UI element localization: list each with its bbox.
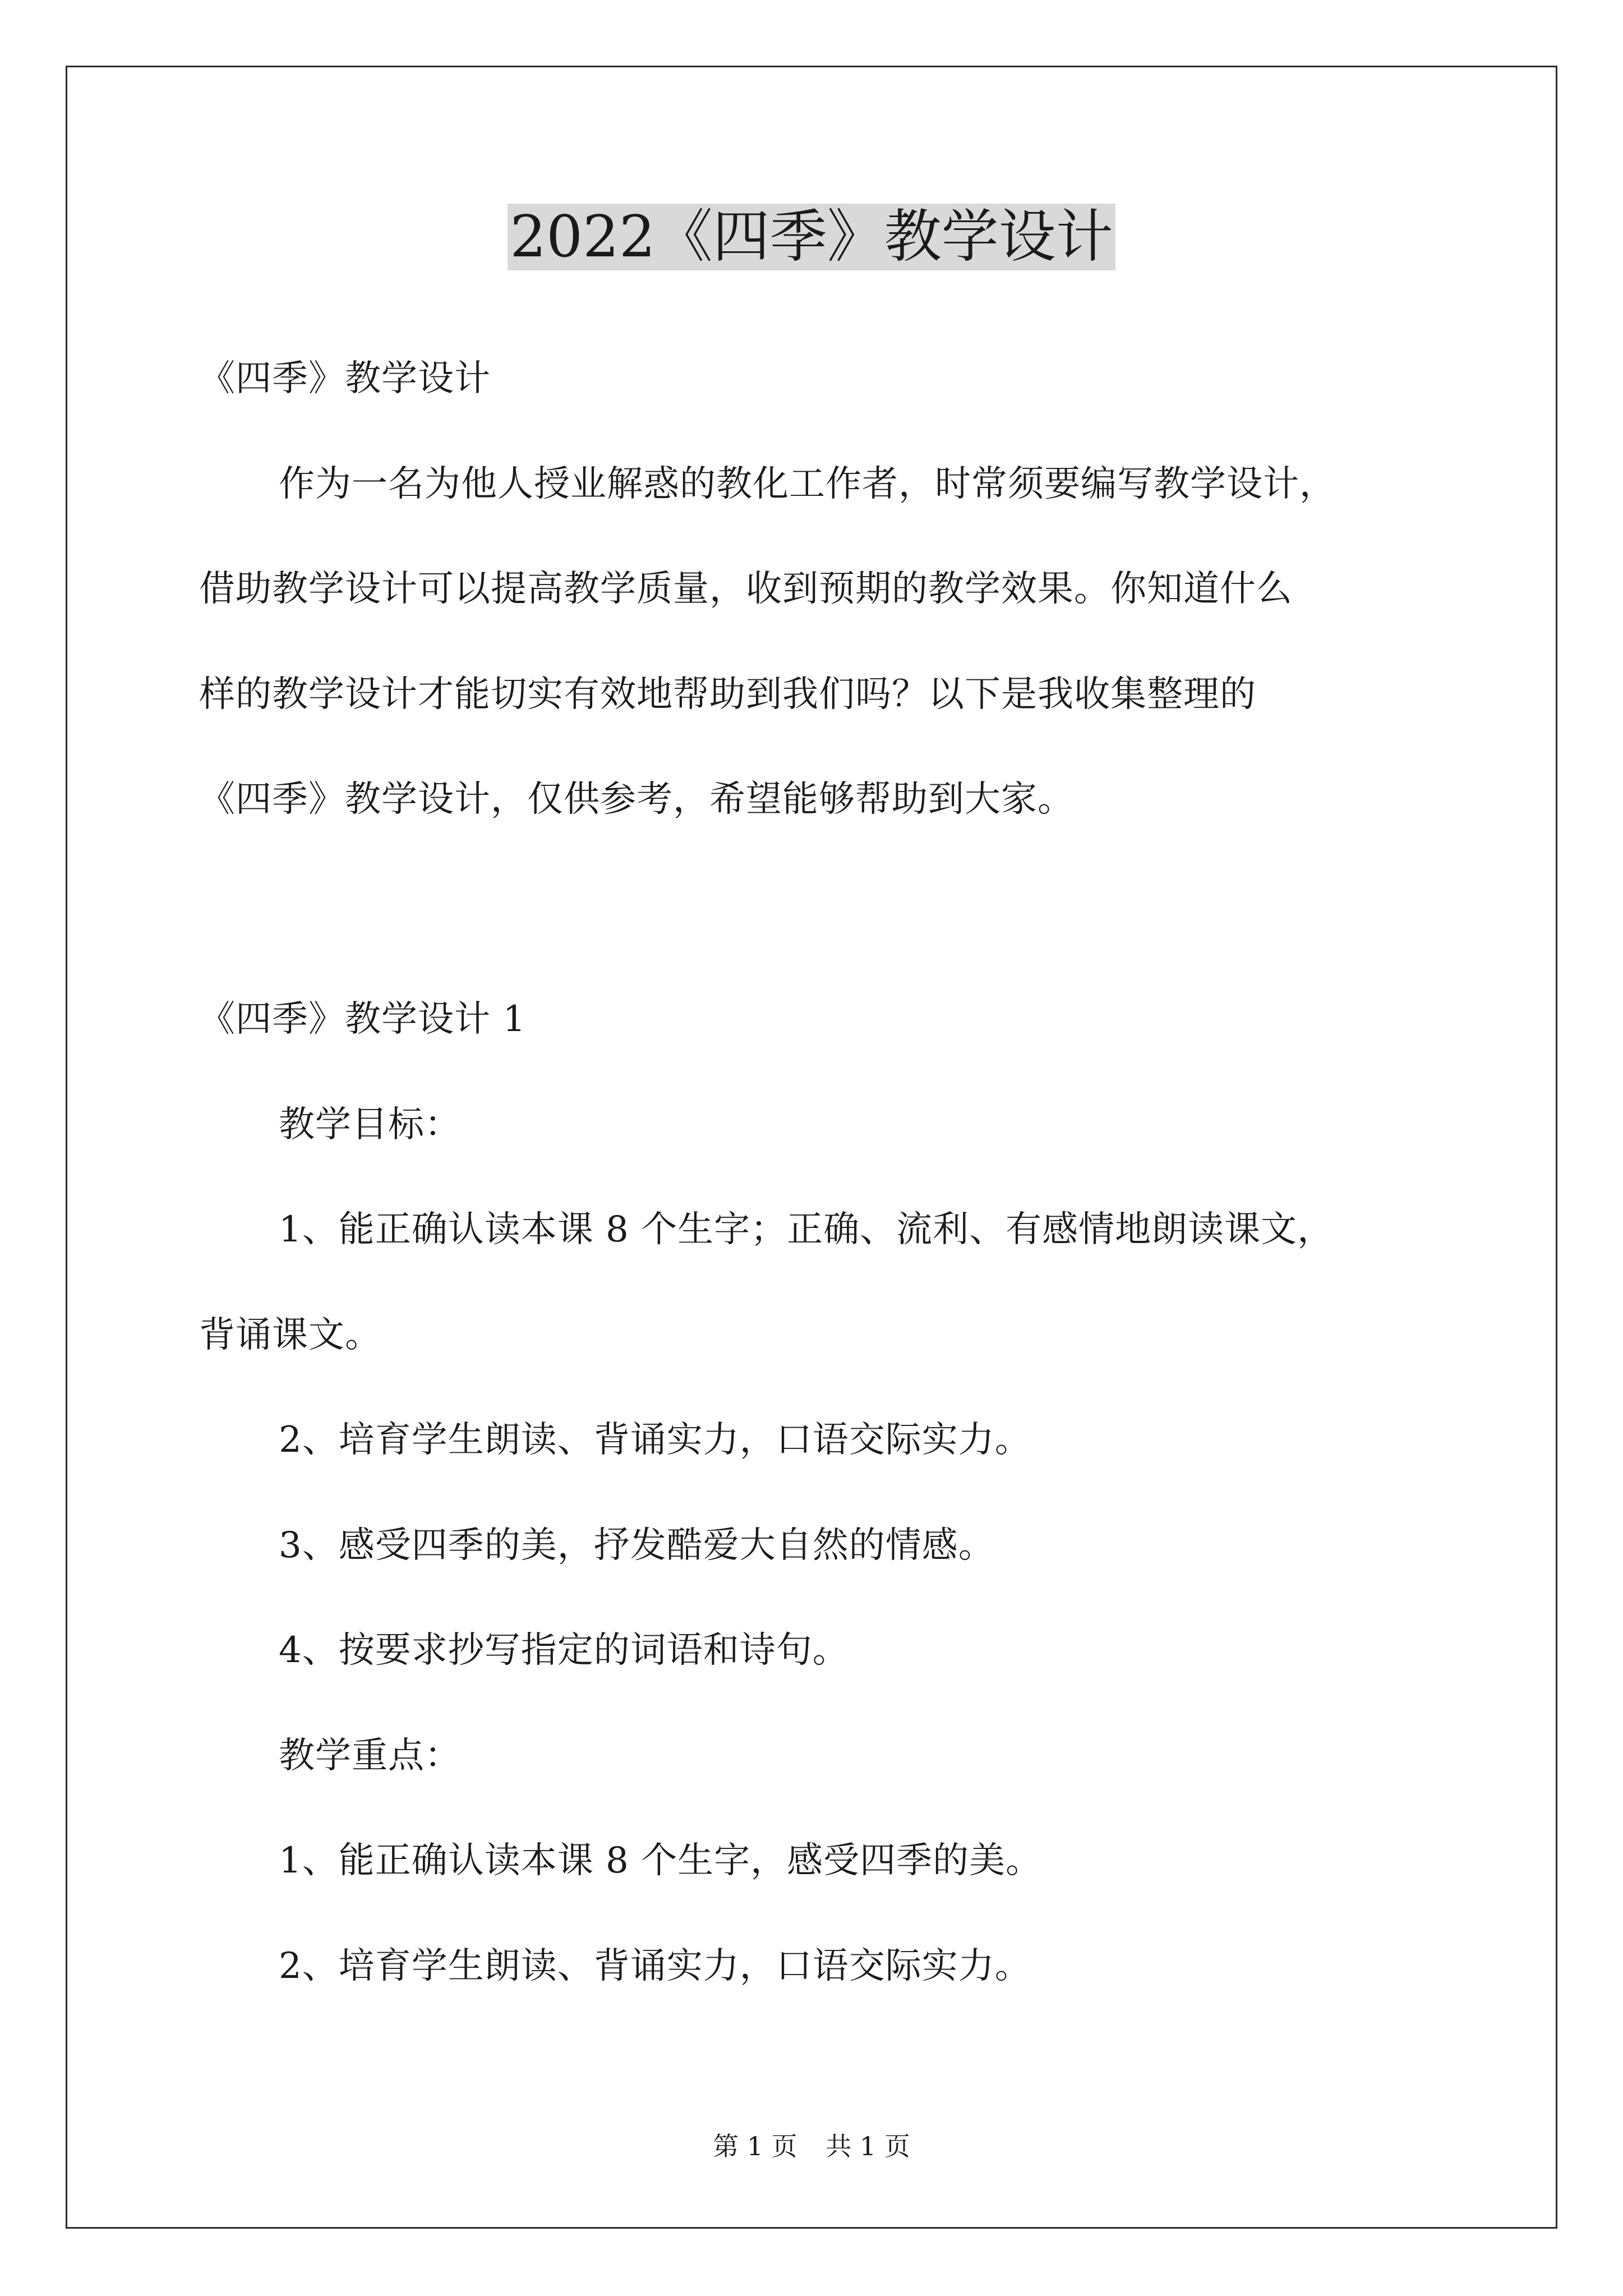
page-number-total: 共 1 页 (826, 2131, 910, 2161)
document-title (0, 201, 1623, 274)
goal-item-1: 1、能正确认读本课 8 个生字；正确、流利、有感情地朗读课文， (279, 1209, 1334, 1250)
focus-item-1: 1、能正确认读本课 8 个生字，感受四季的美。 (279, 1840, 1043, 1881)
document-title-text: 2022《四季》教学设计 (508, 204, 1115, 270)
goal-item-4: 4、按要求抄写指定的词语和诗句。 (279, 1630, 849, 1671)
goal-item-1-continued: 背诵课文。 (199, 1314, 381, 1356)
page-footer (0, 2129, 1623, 2163)
focus-item-2: 2、培育学生朗读、背诵实力，口语交际实力。 (279, 1945, 1031, 1987)
page-number-current: 第 1 页 (713, 2131, 797, 2161)
intro-line-4: 《四季》教学设计，仅供参考，希望能够帮助到大家。 (199, 779, 1074, 820)
intro-line-1: 作为一名为他人授业解惑的教化工作者，时常须要编写教学设计， (279, 463, 1336, 505)
focus-heading: 教学重点： (279, 1735, 461, 1777)
intro-line-2: 借助教学设计可以提高教学质量，收到预期的教学效果。你知道什么 (199, 568, 1293, 610)
intro-line-3: 样的教学设计才能切实有效地帮助到我们吗？以下是我收集整理的 (199, 674, 1256, 715)
goals-heading: 教学目标： (279, 1104, 461, 1145)
goal-item-3: 3、感受四季的美，抒发酷爱大自然的情感。 (279, 1525, 995, 1566)
section-heading: 《四季》教学设计 1 (199, 999, 527, 1040)
goal-item-2: 2、培育学生朗读、背诵实力，口语交际实力。 (279, 1419, 1031, 1461)
document-subtitle: 《四季》教学设计 (199, 358, 491, 399)
